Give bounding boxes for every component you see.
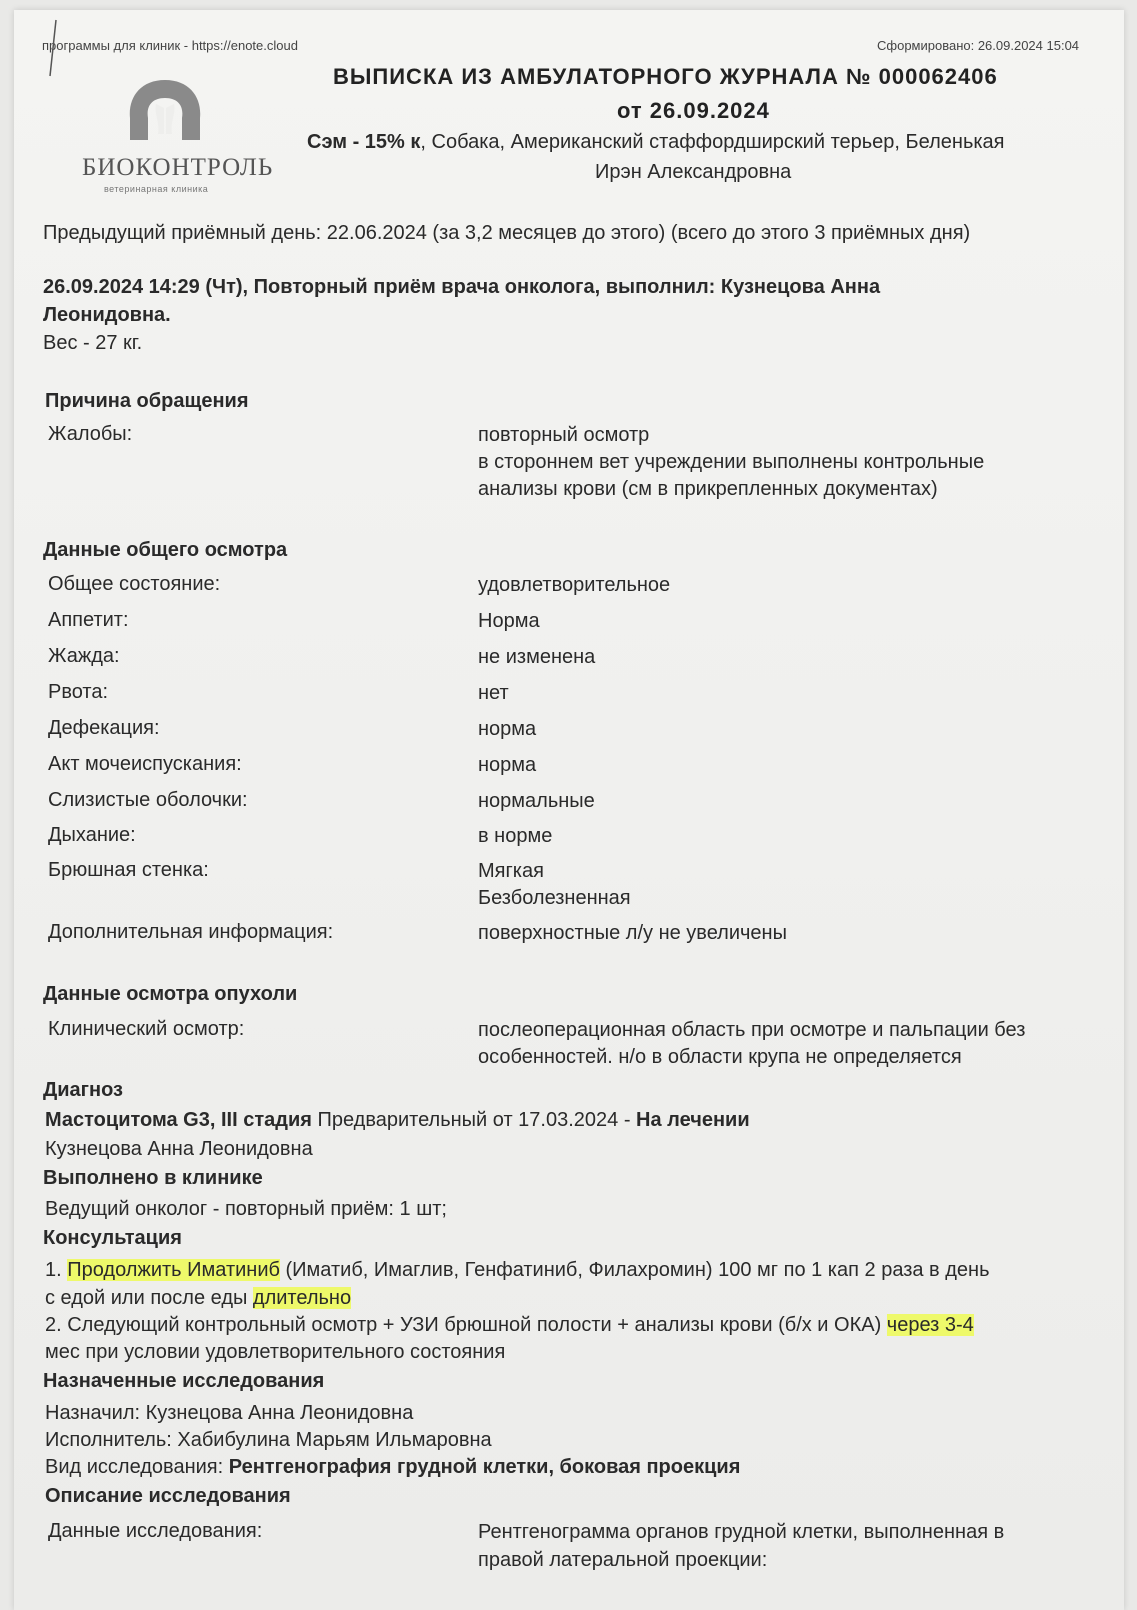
research-type xyxy=(45,1456,740,1479)
consult-text: (Иматиб, Имаглив, Генфатиниб, Филахромин) 100 мг по 1 кап 2 раза в день xyxy=(279,1259,990,1281)
exam-label: Рвота: xyxy=(48,681,109,703)
exam-value: удовлетворительное xyxy=(478,574,671,596)
section-done: Выполнено в клинике xyxy=(43,1167,263,1189)
owner-name: Ирэн Александровна xyxy=(595,161,792,183)
complaints-value: повторный осмотр xyxy=(478,424,650,446)
section-research: Назначенные исследования xyxy=(43,1370,325,1392)
section-tumor-exam: Данные осмотра опухоли xyxy=(43,983,298,1005)
consult-item-1-cont xyxy=(45,1287,351,1310)
consult-item-1 xyxy=(45,1259,990,1282)
section-reason: Причина обращения xyxy=(45,390,249,412)
tumor-exam-value: послеоперационная область при осмотре и пальпации без xyxy=(478,1019,1026,1041)
research-type-value: Рентгенография грудной клетки, боковая проекция xyxy=(228,1456,741,1478)
exam-label: Брюшная стенка: xyxy=(48,859,209,881)
consult-text: 2. Следующий контрольный осмотр + УЗИ брюшной полости + анализы крови (б/х и ОКА) xyxy=(45,1314,887,1336)
section-diagnosis: Диагноз xyxy=(43,1079,123,1101)
exam-value: Безболезненная xyxy=(478,887,631,909)
clinic-logo-tagline: ветеринарная клиника xyxy=(104,184,209,194)
highlighted-text: Продолжить Иматиниб xyxy=(67,1259,280,1281)
exam-value: Мягкая xyxy=(478,860,544,882)
section-description: Описание исследования xyxy=(45,1485,291,1507)
diagnosis-status: Предварительный от 17.03.2024 - xyxy=(311,1109,637,1131)
document-title: ВЫПИСКА ИЗ АМБУЛАТОРНОГО ЖУРНАЛА № 000062406 xyxy=(333,64,998,89)
previous-visit: Предыдущий приёмный день: 22.06.2024 (за 3,2 месяцев до этого) (всего до этого 3 приёмных дня) xyxy=(43,222,971,244)
complaints-label: Жалобы: xyxy=(48,423,133,445)
section-general-exam: Данные общего осмотра xyxy=(43,539,288,561)
visit-heading-cont: Леонидовна. xyxy=(43,304,171,326)
patient-sex: к xyxy=(410,131,421,153)
exam-label: Дыхание: xyxy=(48,824,136,846)
consult-number: 1. xyxy=(45,1259,68,1281)
clinic-logo-name: БИОКОНТРОЛЬ xyxy=(82,154,274,181)
exam-value: норма xyxy=(478,754,537,776)
description-value: Рентгенограмма органов грудной клетки, выполненная в xyxy=(478,1521,1005,1543)
complaints-value: в стороннем вет учреждении выполнены контрольные xyxy=(478,451,985,473)
consult-item-2-cont: мес при условии удовлетворительного состояния xyxy=(45,1341,506,1363)
patient-line xyxy=(307,131,1005,154)
exam-label: Жажда: xyxy=(48,645,120,667)
diagnosis-status-bold: На лечении xyxy=(636,1109,750,1131)
exam-value: поверхностные л/у не увеличены xyxy=(478,922,787,944)
exam-value: норма xyxy=(478,718,537,740)
document-date: от 26.09.2024 xyxy=(617,98,770,123)
exam-label: Аппетит: xyxy=(48,609,129,631)
exam-value: Норма xyxy=(478,610,540,632)
research-assigned: Назначил: Кузнецова Анна Леонидовна xyxy=(45,1402,414,1424)
exam-value: в норме xyxy=(478,825,553,847)
exam-value: не изменена xyxy=(478,646,596,668)
done-text: Ведущий онколог - повторный приём: 1 шт; xyxy=(45,1198,447,1220)
consult-text: с едой или после еды xyxy=(45,1287,253,1309)
research-performer: Исполнитель: Хабибулина Марьям Ильмаровна xyxy=(45,1429,492,1451)
weight: Вес - 27 кг. xyxy=(43,332,143,354)
highlighted-text: длительно xyxy=(252,1287,352,1309)
exam-label: Слизистые оболочки: xyxy=(48,789,248,811)
complaints-value: анализы крови (см в прикрепленных документах) xyxy=(478,478,938,500)
visit-heading: 26.09.2024 14:29 (Чт), Повторный приём врача онколога, выполнил: Кузнецова Анна xyxy=(43,276,881,298)
exam-label: Акт мочеиспускания: xyxy=(48,753,242,775)
exam-label: Дефекация: xyxy=(48,717,160,739)
exam-value: нет xyxy=(478,682,509,704)
research-type-label: Вид исследования: xyxy=(45,1456,229,1478)
tumor-exam-label: Клинический осмотр: xyxy=(48,1018,245,1040)
patient-name: Сэм - 15% xyxy=(307,131,405,153)
clinic-logo-icon xyxy=(126,78,204,142)
consult-item-2 xyxy=(45,1314,974,1337)
exam-label: Общее состояние: xyxy=(48,573,221,595)
description-label: Данные исследования: xyxy=(48,1520,263,1542)
diagnosis-line xyxy=(45,1109,750,1132)
description-value: правой латеральной проекции: xyxy=(478,1549,768,1571)
highlighted-text: через 3-4 xyxy=(886,1314,974,1336)
exam-label: Дополнительная информация: xyxy=(48,921,334,943)
diagnosis-doctor: Кузнецова Анна Леонидовна xyxy=(45,1138,313,1160)
diagnosis-name: Мастоцитома G3, III стадия xyxy=(45,1109,312,1131)
tumor-exam-value: особенностей. н/о в области крупа не определяется xyxy=(478,1046,962,1068)
generated-timestamp: Сформировано: 26.09.2024 15:04 xyxy=(877,38,1080,53)
patient-details: , Собака, Американский стаффордширский терьер, Беленькая xyxy=(420,131,1005,153)
section-consultation: Консультация xyxy=(43,1227,182,1249)
pen-mark-icon xyxy=(46,18,60,78)
software-note: программы для клиник - https://enote.cloud xyxy=(42,38,298,53)
exam-value: нормальные xyxy=(478,790,595,812)
